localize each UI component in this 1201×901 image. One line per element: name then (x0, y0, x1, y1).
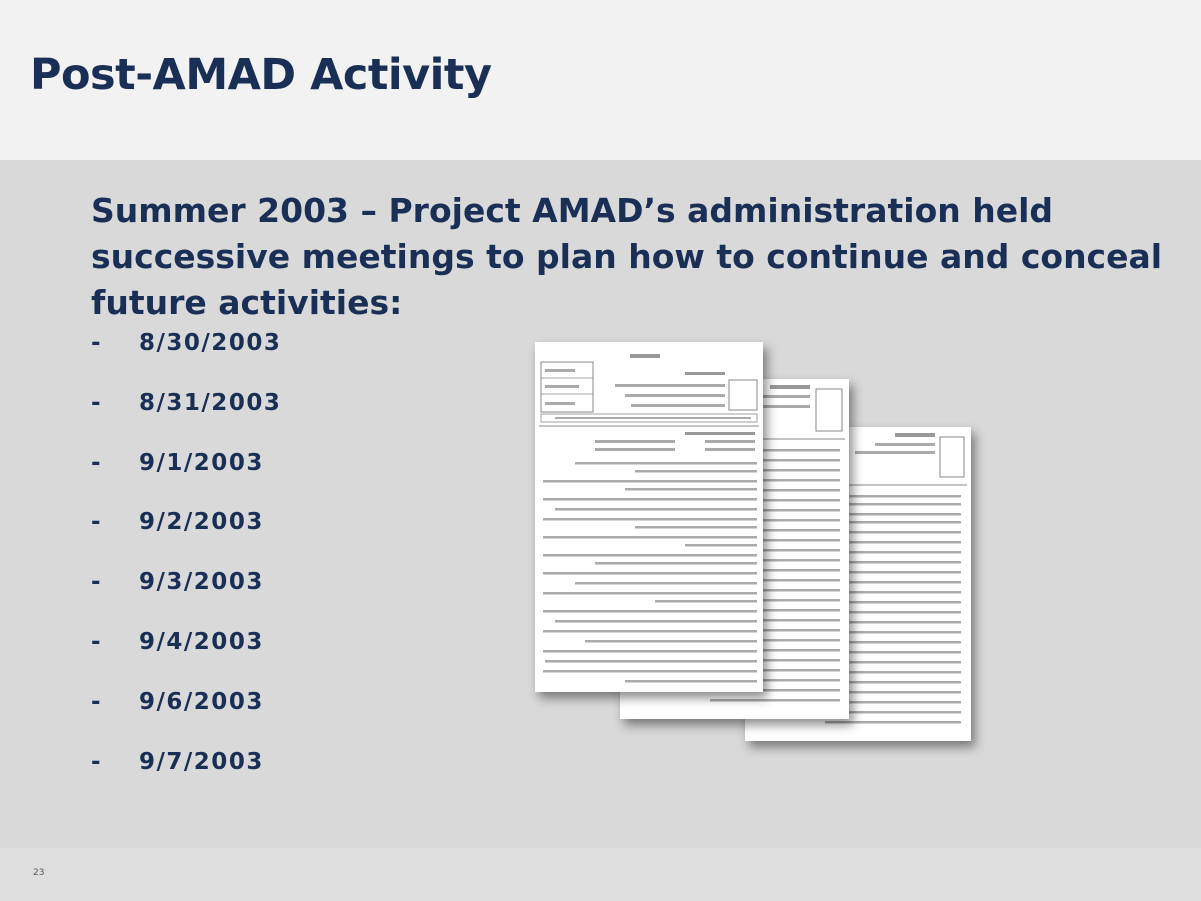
list-item (91, 326, 281, 386)
meeting-date: 9/3/2003 (139, 569, 264, 596)
list-item (91, 505, 281, 565)
slide-heading: Summer 2003 – Project AMAD’s administration held successive meetings to plan how to continue and conceal future activities: (91, 191, 1163, 322)
document-stack-image (535, 342, 975, 742)
meeting-date-list (91, 326, 281, 804)
meeting-date: 8/31/2003 (139, 389, 282, 416)
footer-band (0, 848, 1201, 901)
meeting-date: 9/2/2003 (139, 509, 264, 536)
meeting-date: 9/4/2003 (139, 628, 264, 655)
page-number: 23 (33, 868, 45, 878)
bullet-dash: - (91, 449, 103, 476)
document-page-front (535, 342, 763, 692)
bullet-dash: - (91, 748, 103, 775)
bullet-dash: - (91, 688, 103, 715)
list-item (91, 625, 281, 685)
document-scan-front (535, 342, 763, 692)
list-item (91, 386, 281, 446)
list-item (91, 685, 281, 745)
bullet-dash: - (91, 389, 103, 416)
bullet-dash: - (91, 509, 103, 536)
list-item (91, 565, 281, 625)
meeting-date: 9/1/2003 (139, 449, 264, 476)
bullet-dash: - (91, 628, 103, 655)
meeting-date: 9/7/2003 (139, 748, 264, 775)
slide-title: Post-AMAD Activity (30, 50, 492, 100)
meeting-date: 8/30/2003 (139, 330, 282, 356)
bullet-dash: - (91, 569, 103, 596)
list-item (91, 745, 281, 805)
bullet-dash: - (91, 330, 103, 356)
meeting-date: 9/6/2003 (139, 688, 264, 715)
list-item (91, 446, 281, 506)
